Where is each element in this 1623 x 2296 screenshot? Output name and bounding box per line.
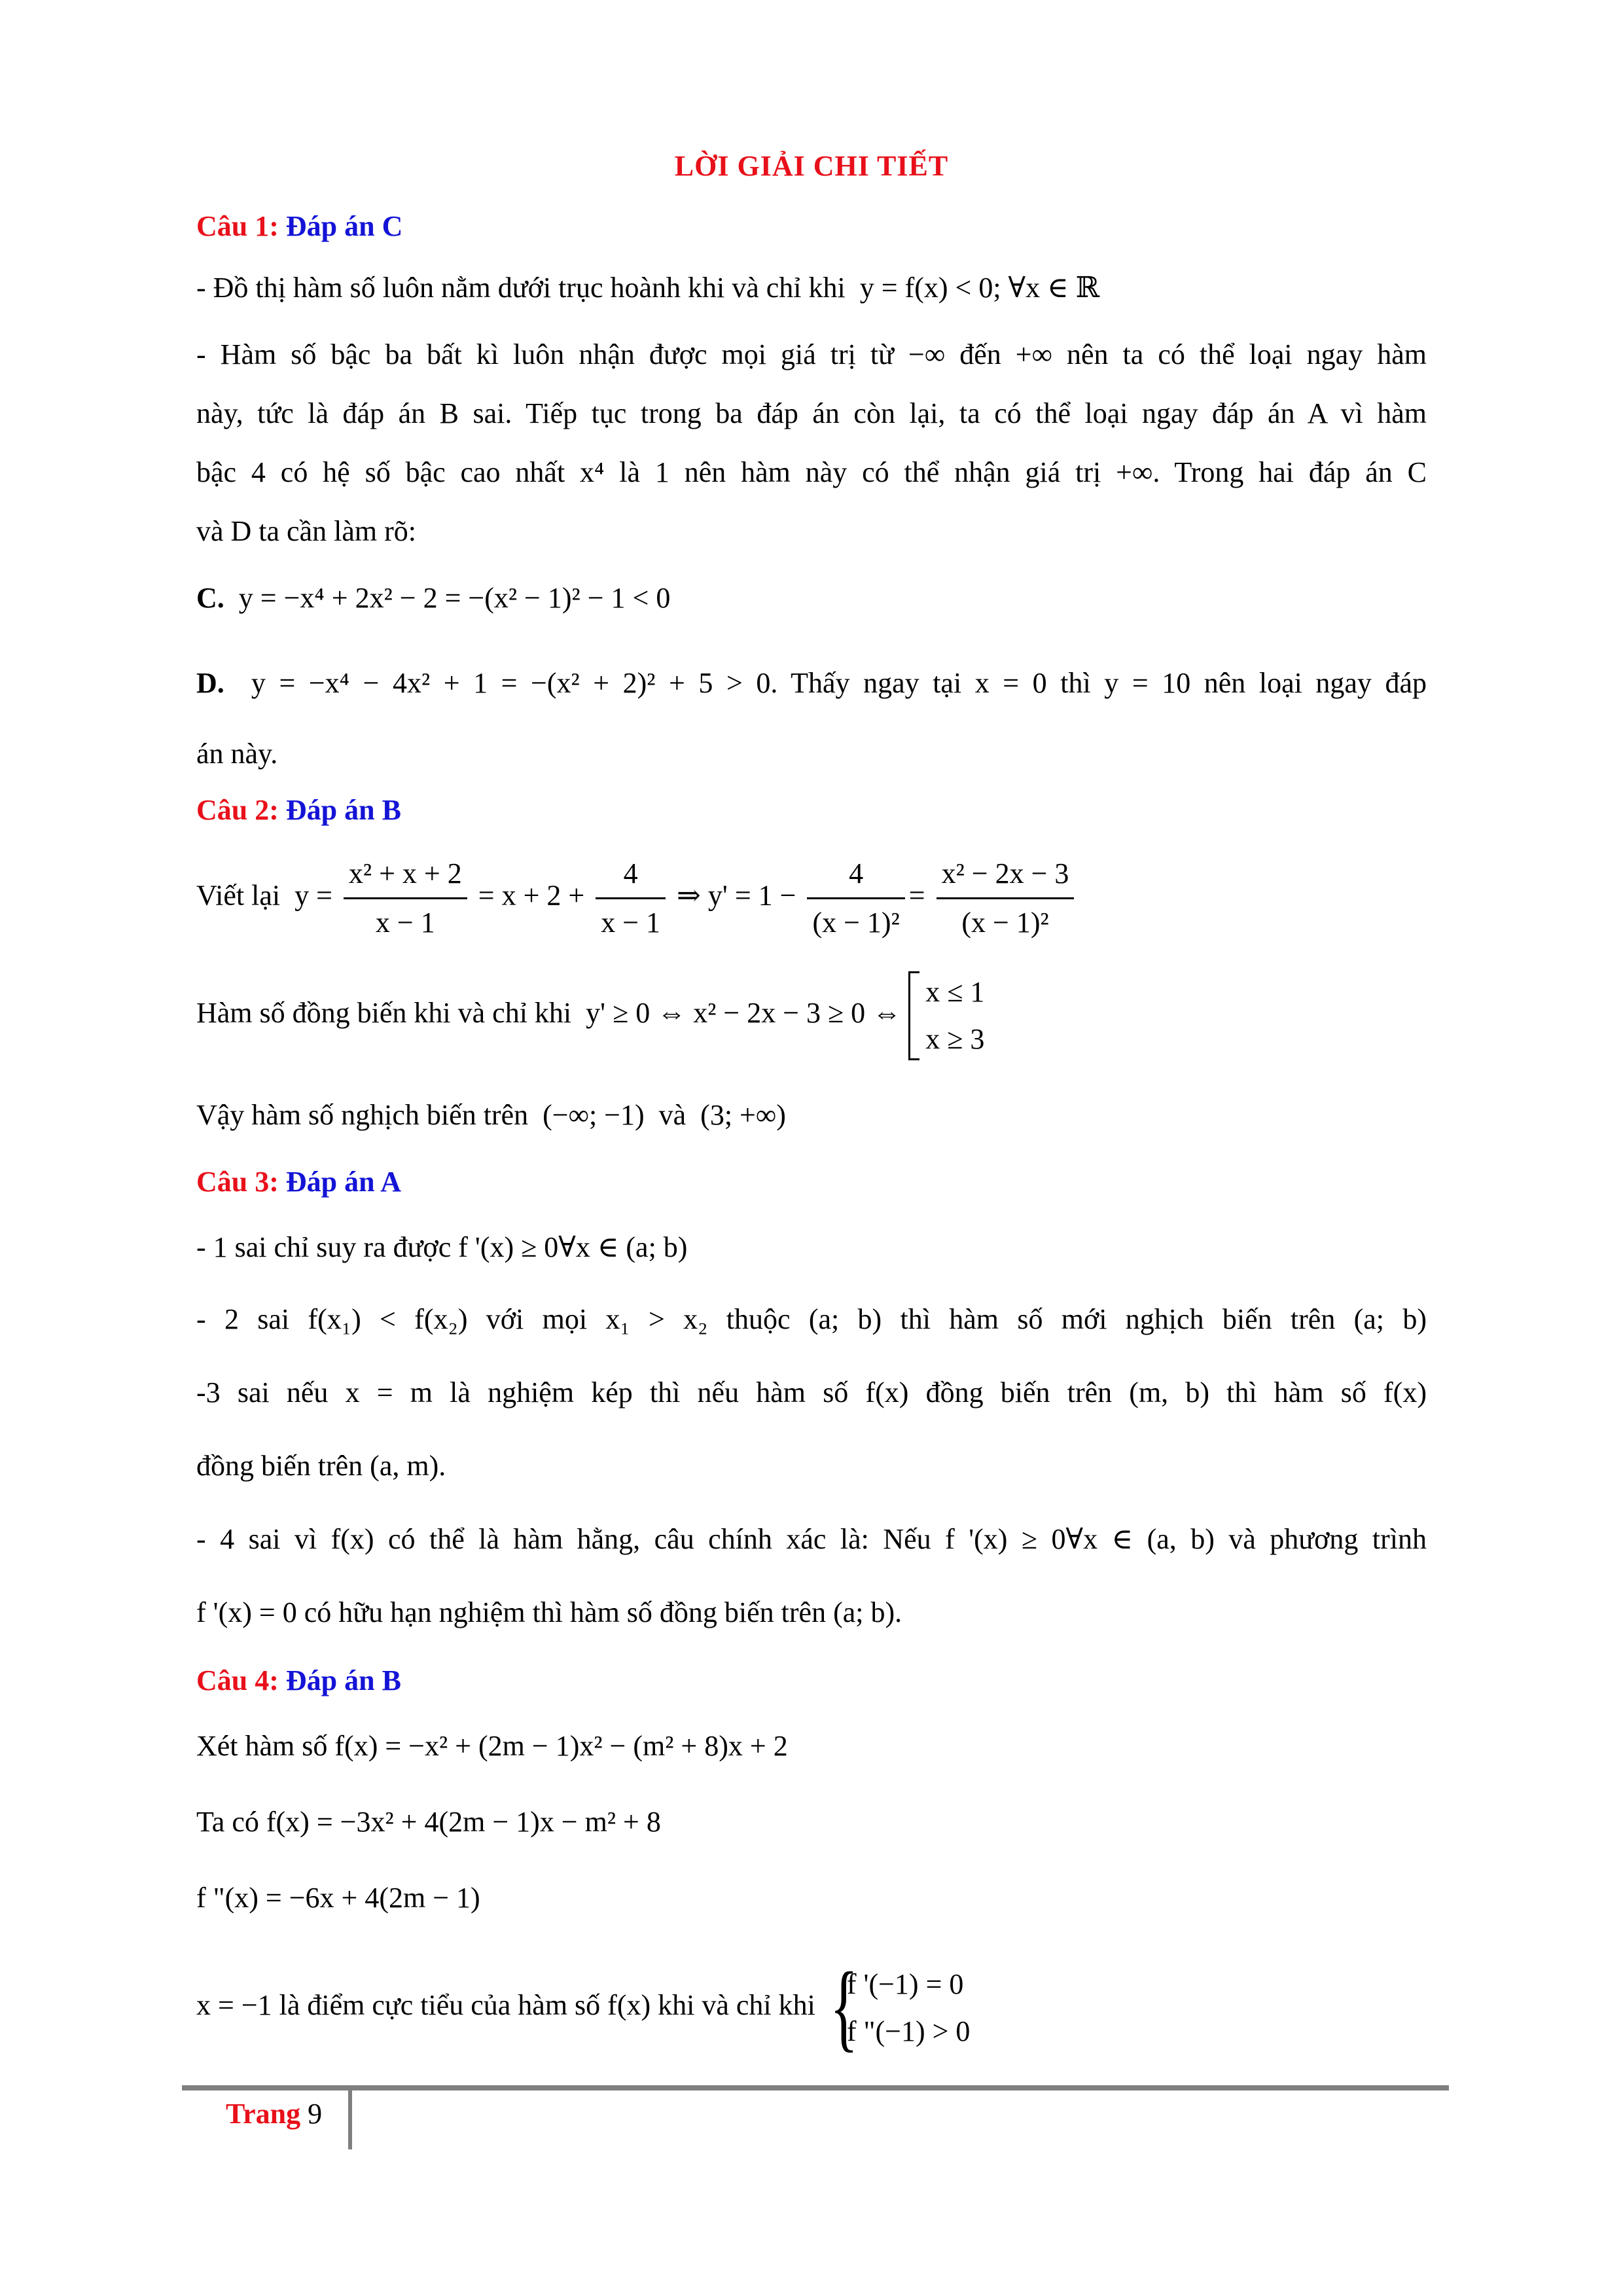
- q2-case-1: x ≤ 1: [925, 976, 985, 1008]
- q2-increasing-line: [196, 969, 1427, 1063]
- page-footer: [226, 2097, 322, 2130]
- q4-condition-system: [829, 1952, 971, 2061]
- q4-condition-1: f '(−1) = 0: [846, 1968, 964, 2000]
- q2-fraction-2-den: x − 1: [601, 906, 661, 939]
- question-2-answer: Đáp án B: [285, 794, 401, 826]
- q3-line-3: -3 sai nếu x = m là nghiệm kép thì nếu hàm số f(x) đồng biến trên (m, b) thì hàm số f(x): [196, 1376, 1427, 1408]
- q2-fraction-3-den: (x − 1)²: [812, 906, 900, 939]
- page-label: Trang: [226, 2098, 301, 2130]
- q2-fraction-1-den: x − 1: [375, 906, 435, 939]
- q3-line-1: - 1 sai chỉ suy ra được f '(x) ≥ 0∀x ∈ (a; b): [196, 1231, 688, 1263]
- q4-line-2: Ta có f(x) = −3x² + 4(2m − 1)x − m² + 8: [196, 1806, 661, 1838]
- q2-conclusion: [196, 1097, 1427, 1134]
- q2-case-2: x ≥ 3: [925, 1023, 985, 1055]
- q1-option-c-label: C.: [196, 582, 224, 614]
- page-title: LỜI GIẢI CHI TIẾT: [674, 150, 949, 182]
- q2-and: và: [658, 1099, 687, 1131]
- q2-increasing-math: y' ≥ 0 ⇔ x² − 2x − 3 ≥ 0 ⇔: [586, 997, 902, 1030]
- q1-option-d-continued: án này.: [196, 738, 278, 770]
- question-1-label: Câu 1:: [196, 210, 279, 242]
- q2-fraction-2: [596, 854, 666, 942]
- q2-middle-1: = x + 2 +: [478, 879, 585, 912]
- q2-fraction-2-num: 4: [596, 854, 666, 899]
- q4-minimum-condition-text: x = −1 là điểm cực tiểu của hàm số f(x) khi và chỉ khi: [196, 1989, 815, 2022]
- q4-condition-2: f "(−1) > 0: [846, 2015, 971, 2047]
- q1-line-1-text: - Đồ thị hàm số luôn nằm dưới trục hoành khi và chỉ khi: [196, 272, 846, 304]
- question-3-label: Câu 3:: [196, 1166, 279, 1198]
- q2-fraction-3-num: 4: [807, 854, 904, 899]
- question-3-heading: [196, 1165, 401, 1198]
- q1-line-1: [196, 270, 1427, 306]
- question-2-label: Câu 2:: [196, 794, 279, 826]
- square-bracket-icon: [908, 971, 919, 1060]
- footer-rule: [182, 2085, 1449, 2090]
- q2-fraction-1: [344, 854, 467, 942]
- q1-line-2: - Hàm số bậc ba bất kì luôn nhận được mọi giá trị từ −∞ đến +∞ nên ta có thể loại ngay hàm: [196, 338, 1427, 370]
- footer-divider: [348, 2089, 352, 2149]
- q2-derivative-line: Viết lại y = $\frac{\text{x² + x + 2}}{x - 1}$ = x + 2 + $\frac{4}{x - 1}$ ⇒ y' = 1 − $\frac{4}{\text{(x − 1)²}}$ = $\frac{\text{x² − 2x − 3}}{\text{(x − 1)²}}$: [196, 854, 1427, 942]
- q3-line-2: - 2 sai f(x₁) < f(x₂) với mọi x₁ > x₂ thuộc (a; b) thì hàm số mới nghịch biến trên (a; b): [196, 1303, 1427, 1335]
- q3-line-6: f '(x) = 0 có hữu hạn nghiệm thì hàm số đồng biến trên (a; b).: [196, 1596, 902, 1628]
- q2-increasing-text: Hàm số đồng biến khi và chỉ khi: [196, 997, 572, 1030]
- curly-brace-icon: {: [829, 1952, 859, 2061]
- q2-rewrite-label: Viết lại: [196, 879, 281, 912]
- q2-decreasing-text: Vậy hàm số nghịch biến trên: [196, 1099, 529, 1131]
- q1-option-c: [196, 580, 1427, 617]
- question-4-answer: Đáp án B: [285, 1664, 401, 1696]
- q2-fraction-1-num: x² + x + 2: [344, 854, 467, 899]
- q1-option-d: [196, 665, 1427, 702]
- question-1-answer: Đáp án C: [285, 210, 403, 242]
- q3-line-5: - 4 sai vì f(x) có thể là hàm hằng, câu chính xác là: Nếu f '(x) ≥ 0∀x ∈ (a, b) và phương trình: [196, 1523, 1427, 1555]
- q4-line-1: Xét hàm số f(x) = −x² + (2m − 1)x² − (m² + 8)x + 2: [196, 1730, 788, 1762]
- q2-fraction-4-num: x² − 2x − 3: [936, 854, 1075, 899]
- q2-fraction-4-den: (x − 1)²: [961, 906, 1049, 939]
- q1-option-d-math: y = −x⁴ − 4x² + 1 = −(x² + 2)² + 5 > 0. Thấy ngay tại x = 0 thì y = 10 nên loại ngay đáp: [251, 667, 1427, 699]
- q1-option-d-label: D.: [196, 667, 224, 699]
- q2-solution-cases: [908, 969, 984, 1063]
- q1-line-4: bậc 4 có hệ số bậc cao nhất x⁴ là 1 nên hàm này có thể nhận giá trị +∞. Trong hai đáp án C: [196, 456, 1427, 488]
- q2-interval-1: (−∞; −1): [543, 1099, 645, 1131]
- q1-line-1-math: y = f(x) < 0; ∀x ∈ ℝ: [859, 272, 1100, 304]
- q1-line-5: và D ta cần làm rõ:: [196, 515, 416, 547]
- q1-line-3: này, tức là đáp án B sai. Tiếp tục trong ba đáp án còn lại, ta có thể loại ngay đáp án A vì hàm: [196, 397, 1427, 429]
- question-4-label: Câu 4:: [196, 1664, 279, 1696]
- q4-line-3: f "(x) = −6x + 4(2m − 1): [196, 1882, 480, 1914]
- q4-line-4: [196, 1952, 1427, 2061]
- q2-fraction-3: [807, 854, 904, 942]
- q2-middle-2: ⇒ y' = 1 −: [677, 879, 796, 912]
- q2-interval-2: (3; +∞): [700, 1099, 786, 1131]
- question-3-answer: Đáp án A: [285, 1166, 401, 1198]
- q2-fraction-4: [936, 854, 1075, 942]
- q3-line-4: đồng biến trên (a, m).: [196, 1450, 446, 1482]
- question-2-heading: [196, 793, 401, 827]
- page-number: 9: [308, 2098, 323, 2130]
- question-1-heading: [196, 209, 402, 243]
- question-4-heading: [196, 1664, 401, 1697]
- q1-option-c-math: y = −x⁴ + 2x² − 2 = −(x² − 1)² − 1 < 0: [238, 582, 671, 614]
